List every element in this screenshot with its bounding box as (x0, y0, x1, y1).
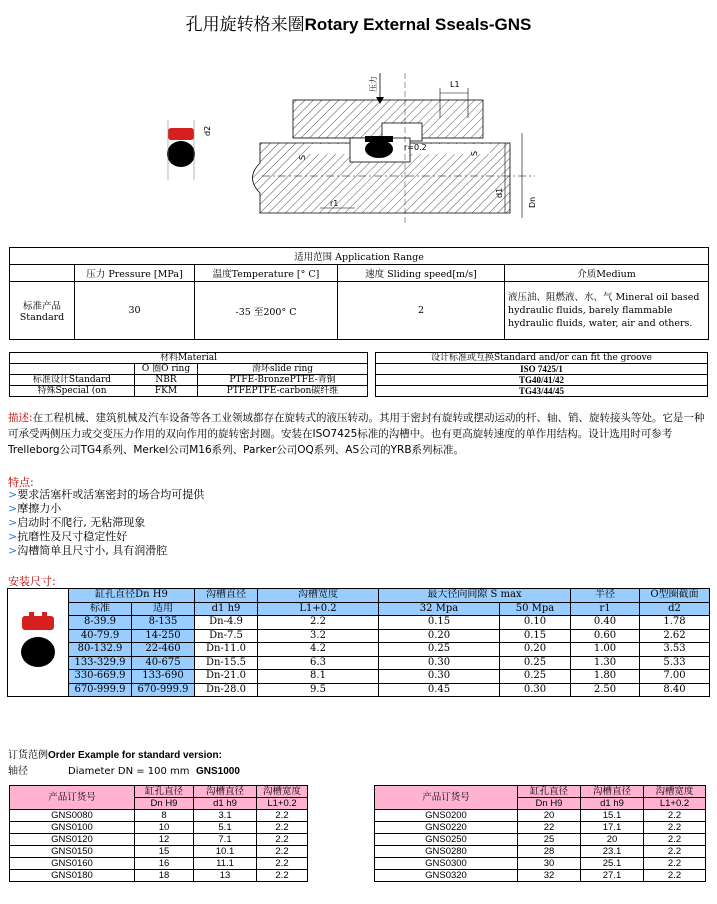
h-gap: 最大径向间隙 S max (379, 589, 571, 603)
row-standard-label: 标准产品 Standard (10, 282, 75, 340)
d2-label: d2 (203, 125, 212, 136)
table-row: GNS0300 30 25.1 2.2 (375, 858, 706, 870)
standard-item: TG43/44/45 (376, 386, 708, 397)
h-groove-d2: d1 h9 (195, 602, 258, 616)
order-example-line: 轴径 Diameter DN = 100 mm GNS1000 (8, 766, 240, 777)
page-title (0, 10, 717, 35)
description-text: 在工程机械、建筑机械及汽车设备等各工业领域都存在旋转式的液压转动。其用于密封有旋转或摆动运动的杆、轴、销、旋转接头等处。它是一种可承受两侧压力或交变压力作用的双向作用的旋转密封圈。安装在ISO7425标准的沟槽中。也有更高旋转速度的单作用结构。设计选用时可参考Trelleborg公司TG4系列、Merkel公司M16系列、Parker公司OQ系列、AS公司的YRB系列标准。 (8, 412, 705, 456)
h-r1: r1 (571, 602, 640, 616)
cross-section-drawing (150, 68, 570, 233)
temperature-value: -35 至200° C (195, 282, 338, 340)
r-label: r=0.2 (404, 143, 427, 152)
description-label: 描述: (8, 412, 33, 424)
features-list (8, 488, 204, 558)
install-dimensions-table (7, 588, 710, 697)
col-pressure: 压力 Pressure [MPa] (75, 265, 195, 282)
standard-item: TG40/41/42 (376, 375, 708, 386)
table-row: GNS0280 28 23.1 2.2 (375, 846, 706, 858)
col-speed: 速度 Sliding speed[m/s] (338, 265, 505, 282)
material-oring: NBR (135, 375, 198, 386)
h-radius: 半径 (571, 589, 640, 603)
description (8, 410, 710, 458)
table-row: GNS0100 10 5.1 2.2 (10, 822, 308, 834)
feature-item: >抗磨性及尺寸稳定性好 (8, 530, 128, 543)
table-row: 40-79.9 14-250 Dn-7.5 3.2 0.20 0.15 0.60 2.62 (8, 629, 710, 643)
medium-value: 液压油、阻燃液、水、气 Mineral oil based hydraulic fluids, barely flammable hydraulic fluids, water, air and others. (505, 282, 709, 340)
features-heading: 特点: (8, 476, 34, 489)
table-row: GNS0200 20 15.1 2.2 (375, 810, 706, 822)
col-medium: 介质Medium (505, 265, 709, 282)
install-heading: 安装尺寸: (8, 575, 56, 588)
pressure-label: 压力 (369, 76, 378, 92)
table-row: GNS0120 12 7.1 2.2 (10, 834, 308, 846)
seal-section-icon (18, 606, 58, 676)
h-code: 产品订货号 (10, 786, 135, 810)
material-slide: PTFE-BronzePTFE-青铜 (198, 375, 368, 386)
h-std: 标准 (69, 602, 132, 616)
d1-label: d1 (495, 187, 504, 198)
table-row: GNS0160 16 11.1 2.2 (10, 858, 308, 870)
table-row: GNS0250 25 20 2.2 (375, 834, 706, 846)
h-app: 适用 (132, 602, 195, 616)
l1-label: L1 (450, 80, 460, 89)
table-row: 80-132.9 22-460 Dn-11.0 4.2 0.25 0.20 1.00 3.53 (8, 643, 710, 657)
pressure-value: 30 (75, 282, 195, 340)
material-header: 材料Material (10, 353, 368, 364)
table-row: 8-39.9 8-135 Dn-4.9 2.2 0.15 0.10 0.40 1.78 (8, 616, 710, 630)
h-groove-w: 沟槽宽度 (258, 589, 379, 603)
application-header: 适用范围 Application Range (10, 248, 709, 265)
application-range-table (9, 247, 709, 340)
feature-item: >摩擦力小 (8, 502, 62, 515)
table-row: 330-669.9 133-690 Dn-21.0 8.1 0.30 0.25 1.80 7.00 (8, 670, 710, 684)
standard-item: ISO 7425/1 (376, 364, 708, 375)
table-row: GNS0180 18 13 2.2 (10, 870, 308, 882)
standards-table (375, 352, 708, 397)
table-row: 133-329.9 40-675 Dn-15.5 6.3 0.30 0.25 1.30 5.33 (8, 656, 710, 670)
col-slide-ring: 滑环slide ring (198, 364, 368, 375)
s-right-label: S (470, 150, 479, 156)
title-en: Rotary External Sseals-GNS (304, 15, 532, 34)
dn-label: Dn (528, 196, 537, 208)
h-groove-w2: L1+0.2 (258, 602, 379, 616)
table-row: GNS0150 15 10.1 2.2 (10, 846, 308, 858)
material-row-label: 标准设计Standard (10, 375, 135, 386)
h-code: 产品订货号 (375, 786, 518, 810)
order-example-title: 订货范例Order Example for standard version: (8, 750, 222, 761)
table-row: 670-999.9 670-999.9 Dn-28.0 9.5 0.45 0.30 2.50 8.40 (8, 683, 710, 697)
material-oring: FKM (135, 386, 198, 397)
h-d2: d2 (640, 602, 710, 616)
table-row: GNS0080 8 3.1 2.2 (10, 810, 308, 822)
seal-profile-icon (167, 120, 195, 180)
order-table-right: 产品订货号 缸孔直径 沟槽直径 沟槽宽度 Dn H9 d1 h9 L1+0.2 GNS0200 20 15.1 2.2 GNS0220 22 17.1 2.2 GNS0250 25 20 2.2 GNS0280 28 23.1 2.2 GNS0300 30 25.1 2.2 GNS0320 32 27.1 2.2 (374, 785, 706, 882)
title-cn: 孔用旋转格来圈 (185, 15, 305, 35)
speed-value: 2 (338, 282, 505, 340)
r1-label: r1 (330, 199, 339, 208)
material-slide: PTFEPTFE-carbon碳纤维 (198, 386, 368, 397)
h-gap50: 50 Mpa (500, 602, 571, 616)
feature-item: >要求活塞杆或活塞密封的场合均可提供 (8, 488, 205, 501)
material-table (9, 352, 368, 397)
h-groove-d: 沟槽直径 (195, 589, 258, 603)
order-table-left: 产品订货号 缸孔直径 沟槽直径 沟槽宽度 Dn H9 d1 h9 L1+0.2 GNS0080 8 3.1 2.2 GNS0100 10 5.1 2.2 GNS0120 12 7.1 2.2 GNS0150 15 10.1 2.2 GNS0160 16 11.1 2.2 GNS0180 18 13 2.2 (9, 785, 308, 882)
table-row: GNS0320 32 27.1 2.2 (375, 870, 706, 882)
h-gap32: 32 Mpa (379, 602, 500, 616)
table-row: GNS0220 22 17.1 2.2 (375, 822, 706, 834)
material-row-label: 特殊Special (on (10, 386, 135, 397)
feature-item: >沟槽简单且尺寸小, 具有润滑腔 (8, 544, 168, 557)
s-left-label: S (298, 154, 307, 160)
standards-header: 设计标准或互换Standard and/or can fit the groove (376, 353, 708, 364)
col-oring: O 圈O ring (135, 364, 198, 375)
seal-image (8, 589, 69, 697)
feature-item: >启动时不爬行, 无粘滞现象 (8, 516, 146, 529)
h-oring: O型圈截面 (640, 589, 710, 603)
h-bore: 缸孔直径Dn H9 (69, 589, 195, 603)
col-temperature: 温度Temperature [° C] (195, 265, 338, 282)
